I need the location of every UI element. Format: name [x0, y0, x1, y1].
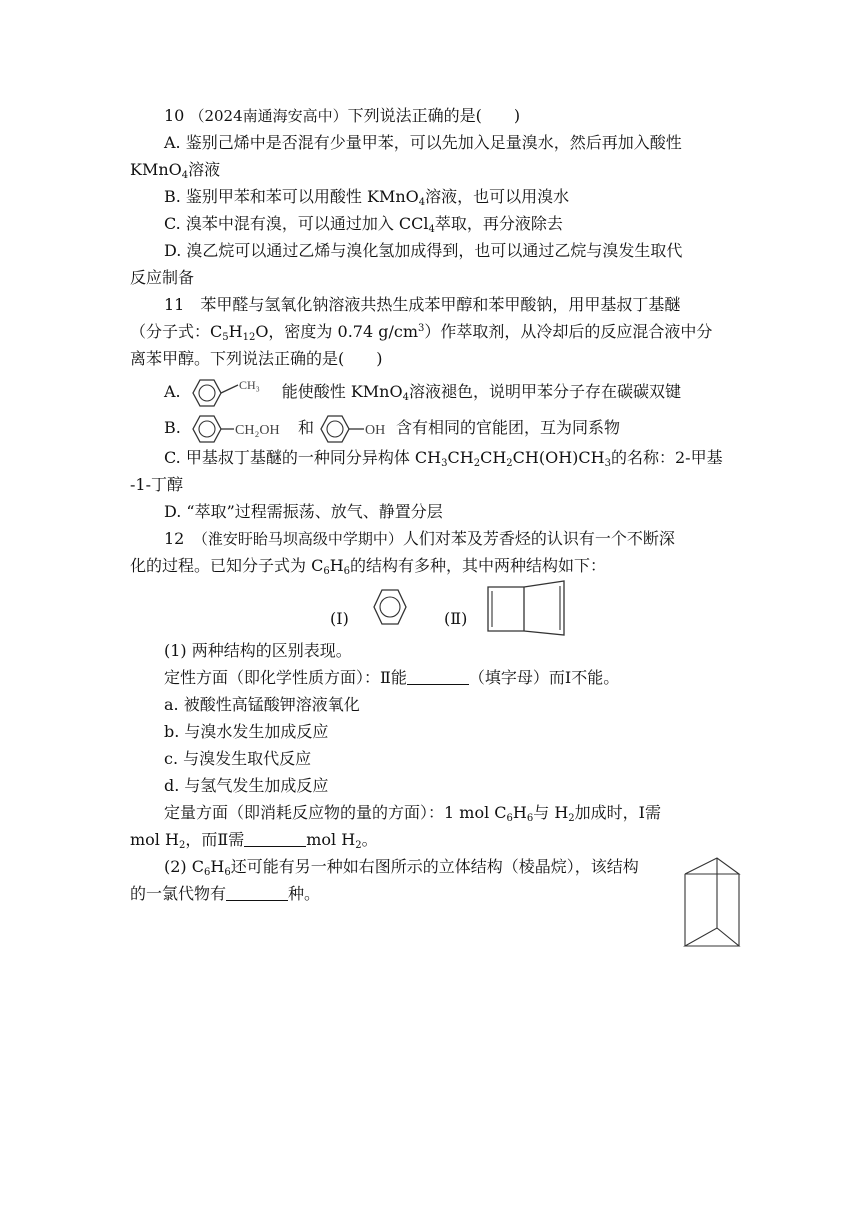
phenol-structure: [314, 413, 396, 445]
q12-option-b: b. 与溴水发生加成反应: [164, 722, 329, 741]
q10-option-a: A. 鉴别己烯中是否混有少量甲苯，可以先加入足量溴水，然后再加入酸性: [164, 133, 682, 152]
q12-stem: 12 （淮安盱眙马坝高级中学期中）人们对苯及芳香烃的认识有一个不断深: [164, 529, 675, 548]
q12-stem-cont: 化的过程。已知分子式为 $C_6H_6$的结构有多种，其中两种结构如下：: [130, 556, 607, 577]
benzyl-alcohol-ch2oh-label: CH₂OH: [234, 422, 280, 438]
answer-blank-2[interactable]: [244, 828, 306, 847]
benzyl-alcohol-structure: [186, 413, 298, 445]
q12-option-d: d. 与氢气发生加成反应: [164, 776, 329, 795]
c6h6-structures: [130, 579, 732, 637]
page-content: [130, 102, 732, 907]
q10-option-c: C. 溴苯中混有溴，可以通过加入 CCl$_4$萃取，再分液除去: [164, 214, 563, 235]
toluene-structure: [186, 377, 282, 409]
q12-option-a: a. 被酸性高锰酸钾溶液氧化: [164, 695, 360, 714]
q11-option-a: A. CH₃ 能使酸性 KMnO$_4$溶液褪色，说明甲苯分子存在碳碳双键: [130, 372, 732, 408]
q10-option-b: B. 鉴别甲苯和苯可以用酸性 KMnO$_4$溶液，也可以用溴水: [164, 187, 570, 208]
q12-qualitative: 定性方面（即化学性质方面）：Ⅱ能 （填字母）而Ⅰ不能。: [164, 668, 620, 687]
answer-blank-1[interactable]: [407, 666, 469, 685]
q10-stem: 10 （2024南通海安高中）下列说法正确的是( ): [164, 106, 521, 125]
q11-option-d: D. “萃取”过程需振荡、放气、静置分层: [164, 502, 443, 521]
q11-stem-cont: （分子式：$C_5H_{12}O$，密度为 0.74 $g/cm^3$）作萃取剂，从冷却后的反应混合液中分: [130, 322, 713, 343]
structure-II-label: (Ⅱ): [444, 609, 468, 628]
q12-option-c: c. 与溴发生取代反应: [164, 749, 312, 768]
dewar-benzene-structure: [482, 579, 572, 641]
q11-stem: 11 苯甲醛与氢氧化钠溶液共热生成苯甲醇和苯甲酸钠，用甲基叔丁基醚: [164, 295, 681, 314]
q11-option-c: C. 甲基叔丁基醚的一种同分异构体 $CH_3CH_2CH_2CH(OH)CH_3$的名称：2-甲基: [164, 448, 723, 469]
answer-blank-3[interactable]: [226, 882, 288, 901]
prismane-structure: [683, 852, 743, 954]
structure-I-label: (Ⅰ): [330, 609, 349, 628]
q12-part2-cont: 的一氯代物有 种。: [130, 884, 321, 903]
q10-option-d: D. 溴乙烷可以通过乙烯与溴化氢加成得到，也可以通过乙烷与溴发生取代: [164, 241, 683, 260]
q11-option-b: B. CH₂OH 和 OH 含有相同的官能团，互为同系物: [130, 408, 732, 444]
q11-stem-end: 离苯甲醇。下列说法正确的是( ): [130, 349, 383, 368]
benzene-structure: [370, 587, 410, 631]
q10-option-a-cont: KMnO$_4$溶液: [130, 160, 221, 181]
q10-option-d-cont: 反应制备: [130, 268, 195, 287]
q12-quantitative-cont: mol $H_2$，而Ⅱ需 mol $H_2$。: [130, 830, 378, 851]
q11-option-c-cont: -1-丁醇: [130, 475, 183, 494]
q12-quantitative: 定量方面（即消耗反应物的量的方面）：1 mol $C_6H_6$与 $H_2$加成时，Ⅰ需: [164, 803, 661, 824]
q12-part2: (2) $C_6H_6$还可能有另一种如右图所示的立体结构（棱晶烷），该结构: [164, 857, 639, 878]
phenol-oh-label: OH: [364, 422, 386, 438]
toluene-ch3-label: CH₃: [238, 377, 260, 392]
q12-part1: (1) 两种结构的区别表现。: [164, 641, 352, 660]
